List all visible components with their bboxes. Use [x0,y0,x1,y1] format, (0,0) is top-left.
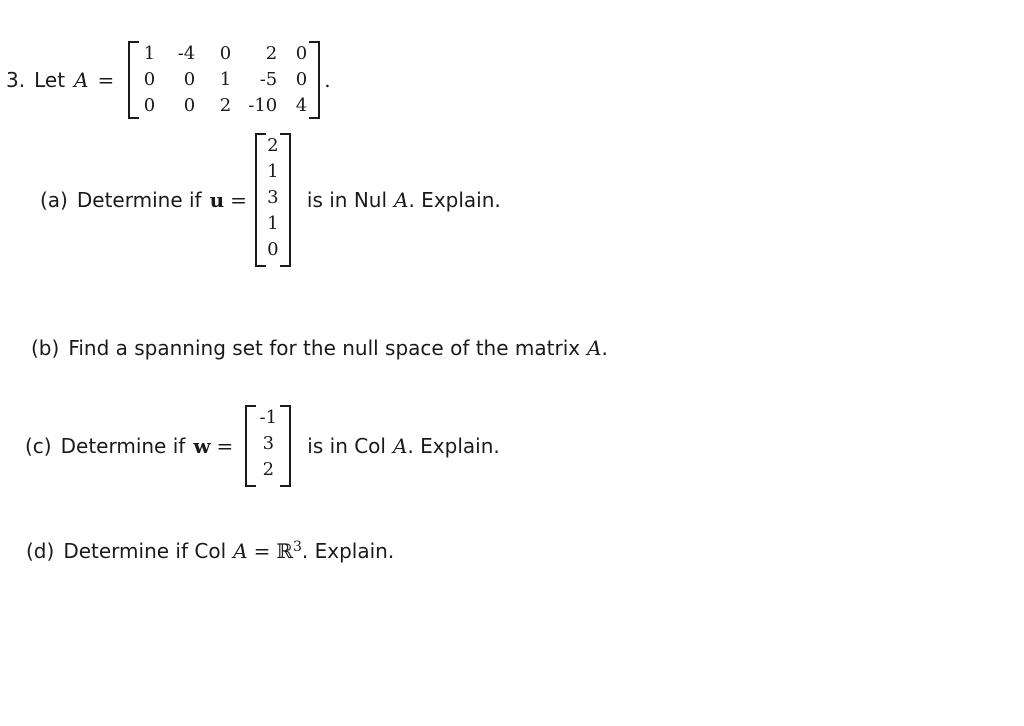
matrix-a-entry: 2 [265,43,278,64]
part-a-text: Determine if [76,188,202,212]
vector-u-entry: 1 [267,213,279,234]
vector-w [245,405,291,487]
part-c-end-text: . Explain. [407,434,500,458]
part-c-text: Determine if [60,434,186,458]
equals-sign: = [253,539,271,563]
matrix-a-entry: -10 [248,95,278,116]
matrix-a-entry: -4 [177,43,196,64]
equals-sign: = [97,68,115,92]
vector-w-entry: 3 [262,433,275,454]
part-c-after-text: is in Col [307,434,386,458]
part-c-label: (c) [25,434,52,458]
matrix-a-entry: 1 [143,43,156,64]
vector-u-entries [266,133,280,267]
vector-w-symbol: w [193,434,211,458]
vector-u-symbol: u [209,188,225,212]
matrix-a-entry: 0 [295,69,308,90]
matrix-a-entry: -5 [259,69,278,90]
matrix-a-entry: 0 [143,69,156,90]
part-b-end-text: . [601,336,608,360]
matrix-a-entry: 1 [219,69,232,90]
problem-number: 3. [6,68,26,92]
vector-w-entry: 2 [262,459,275,480]
part-d-label: (d) [26,539,55,563]
equals-sign: = [230,188,247,212]
left-bracket [255,133,266,267]
left-bracket [128,41,139,119]
matrix-symbol: A [587,336,602,360]
vector-u-entry: 1 [267,161,279,182]
matrix-a-entry: 4 [295,95,308,116]
part-b [31,334,608,362]
part-b-text: Find a spanning set for the null space of the matrix [68,336,581,360]
right-bracket [280,405,291,487]
matrix-symbol: A [233,539,248,563]
problem-statement [6,40,331,120]
matrix-a [128,41,320,119]
matrix-a-entry: 0 [219,43,232,64]
vector-u-entry: 2 [267,135,279,156]
part-a-label: (a) [40,188,68,212]
left-bracket [245,405,256,487]
matrix-symbol: A [74,68,89,92]
exponent: 3 [292,539,302,555]
real-space-symbol: ℝ [276,539,293,563]
matrix-a-entry: 0 [183,69,196,90]
vector-w-entries [256,405,280,487]
vector-u [255,133,291,267]
matrix-a-entry: 2 [219,95,232,116]
statement-period: . [324,68,331,92]
let-word: Let [34,68,66,92]
matrix-symbol: A [394,188,409,212]
equals-sign: = [216,434,234,458]
part-a [40,132,501,268]
part-b-label: (b) [31,336,60,360]
part-d [26,536,394,566]
part-a-after-text: is in Nul [306,188,388,212]
part-d-text: Determine if Col [63,539,227,563]
vector-u-entry: 0 [267,239,279,260]
vector-u-entry: 3 [267,187,279,208]
matrix-a-entry: 0 [183,95,196,116]
matrix-a-entries [139,41,309,119]
part-d-end-text: . Explain. [301,539,395,563]
right-bracket [309,41,320,119]
matrix-a-entry: 0 [295,43,308,64]
right-bracket [280,133,291,267]
vector-w-entry: -1 [259,407,278,428]
part-a-end-text: . Explain. [408,188,501,212]
matrix-a-entry: 0 [143,95,156,116]
part-c [25,404,500,488]
matrix-symbol: A [392,434,408,458]
